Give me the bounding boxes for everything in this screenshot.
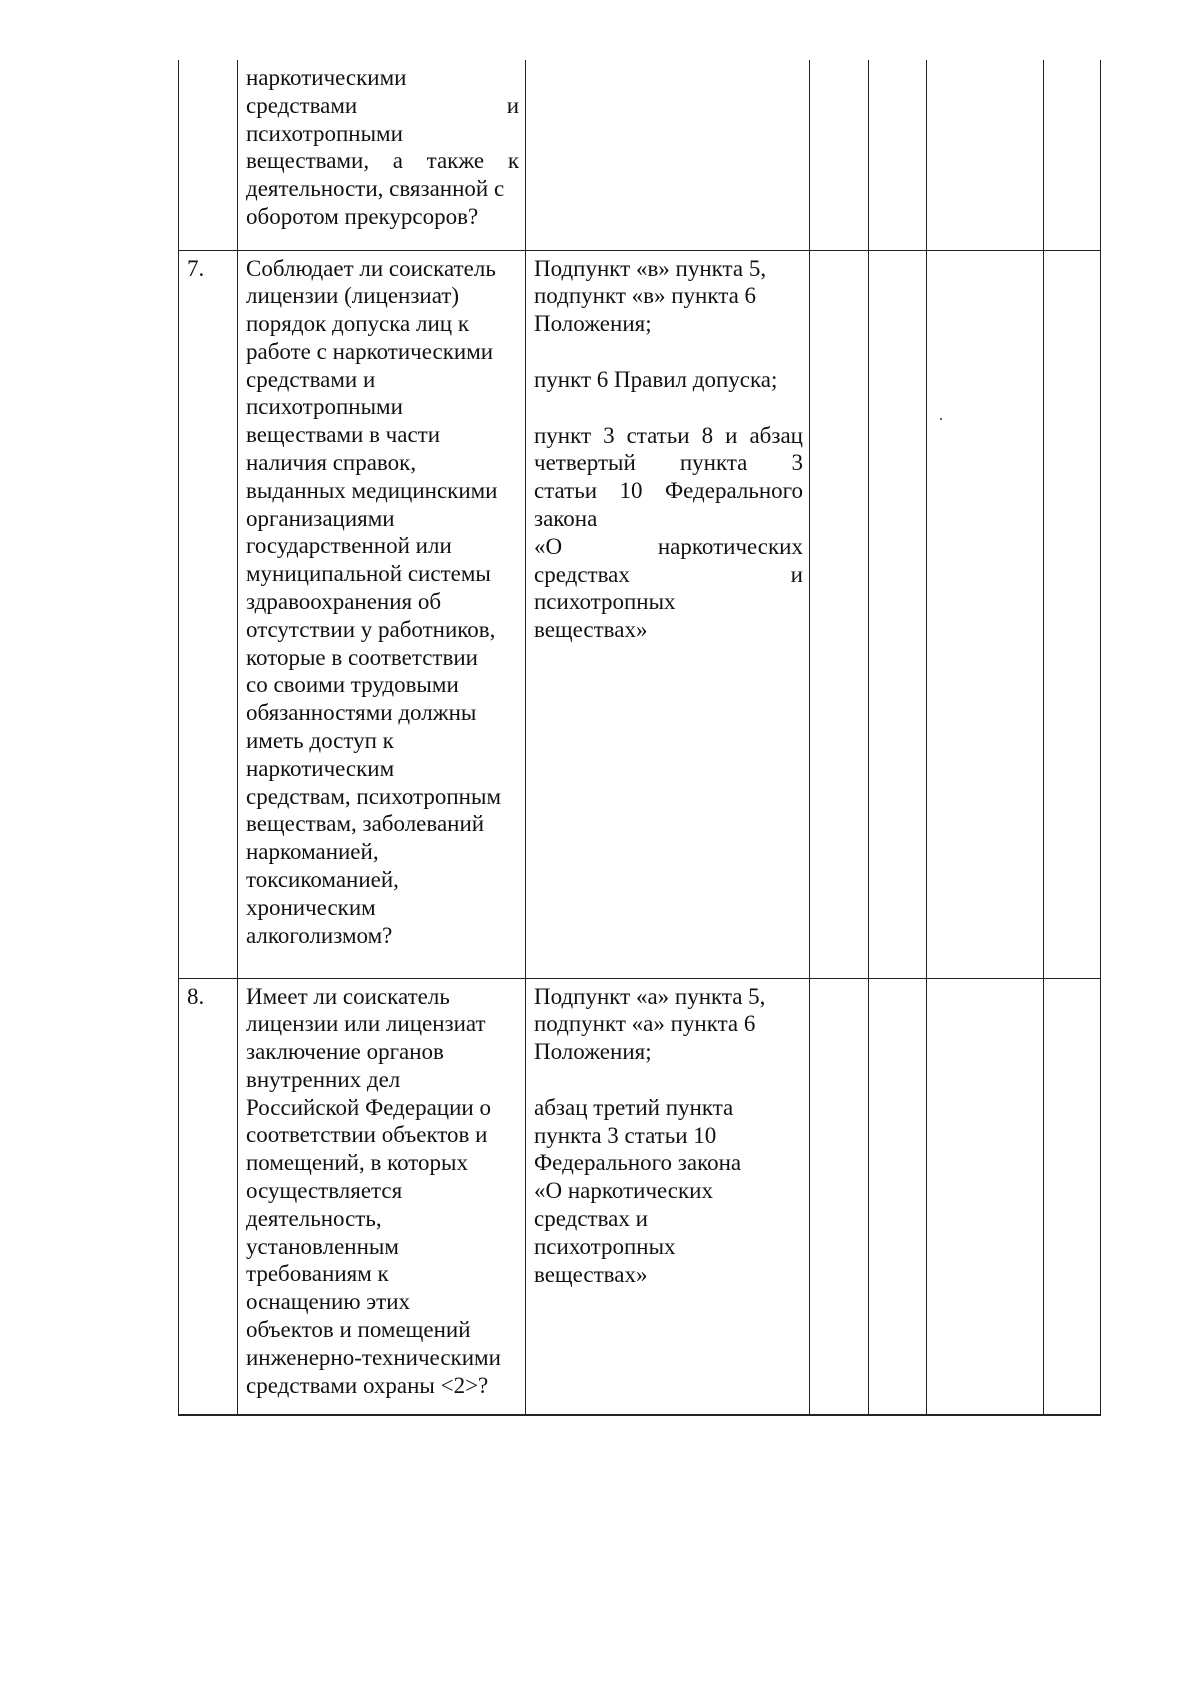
reference-line: подпункт «в» пункта 6 (534, 283, 757, 309)
question-cell (238, 250, 526, 978)
table-row-8 (179, 978, 1101, 1415)
reference-line: Подпункт «а» пункта 5, (534, 983, 766, 1009)
question-line: хроническим (246, 894, 376, 920)
question-line: деятельность, (246, 1205, 382, 1231)
reference-line: веществах» (534, 617, 648, 643)
question-line: государственной или (246, 533, 452, 559)
reference-line: пункт 6 Правил допуска; (534, 366, 778, 392)
paragraph-gap (534, 338, 803, 366)
reference-line: Федерального закона (534, 1150, 742, 1176)
checklist-table (178, 60, 1101, 1416)
reference-line: Подпункт «в» пункта 5, (534, 255, 767, 281)
question-line: иметь доступ к (246, 728, 394, 754)
answer-cell-na (927, 250, 1044, 978)
table-row-7 (179, 250, 1101, 978)
question-line: средствами охраны <2>? (246, 1372, 489, 1398)
notes-cell (1044, 250, 1101, 978)
question-line: работе с наркотическими (246, 338, 494, 364)
question-line: требованиям к (246, 1261, 389, 1287)
question-line: заключение органов (246, 1039, 444, 1065)
paragraph-gap (534, 1066, 803, 1094)
reference-line: закона (534, 506, 598, 532)
question-line: отсутствии у работников, (246, 616, 496, 642)
reference-line: «О наркотических (534, 1178, 713, 1204)
answer-cell-na (927, 978, 1044, 1415)
reference-line: статьи 10 Федерального (534, 478, 803, 504)
question-line: порядок допуска лиц к (246, 311, 470, 337)
question-line: средствам, психотропным (246, 783, 501, 809)
row-number-cell (179, 978, 238, 1415)
reference-line: средствах и (534, 1206, 648, 1232)
question-line: наркоманией, (246, 839, 379, 865)
question-line: наличия справок, (246, 450, 417, 476)
scan-speck (940, 418, 942, 420)
question-line: здравоохранения об (246, 589, 442, 615)
question-line: веществами в части (246, 422, 441, 448)
question-line: средствами и (246, 92, 519, 118)
question-line: средствами и (246, 366, 376, 392)
row-number-cell (179, 250, 238, 978)
reference-line: психотропных (534, 589, 676, 615)
reference-line: Положения; (534, 311, 652, 337)
row-number: 7. (187, 255, 205, 281)
reference-line: психотропных (534, 1233, 676, 1259)
question-line: обязанностями должны (246, 700, 477, 726)
reference-line: веществах» (534, 1261, 648, 1287)
table-row-continuation (179, 60, 1101, 250)
question-line: внутренних дел (246, 1066, 401, 1092)
reference-cell (526, 978, 810, 1415)
question-line: наркотическим (246, 755, 395, 781)
question-line: психотропными (246, 394, 403, 420)
question-line: оснащению этих (246, 1289, 410, 1315)
reference-line: пункта 3 статьи 10 (534, 1122, 717, 1148)
reference-line: пункт 3 статьи 8 и абзац (534, 422, 803, 448)
reference-line: средствах и (534, 561, 803, 587)
question-line: деятельности, связанной с (246, 176, 505, 202)
answer-cell-na (927, 60, 1044, 250)
question-line: Российской Федерации о (246, 1094, 491, 1120)
question-line: оборотом прекурсоров? (246, 203, 479, 229)
reference-line: четвертый пункта 3 (534, 450, 803, 476)
reference-line: абзац третий пункта (534, 1094, 734, 1120)
notes-cell (1044, 60, 1101, 250)
answer-cell-no (869, 250, 927, 978)
question-line: психотропными (246, 120, 403, 146)
question-line: объектов и помещений (246, 1317, 471, 1343)
row-number: 8. (187, 983, 205, 1009)
notes-cell (1044, 978, 1101, 1415)
question-line: которые в соответствии (246, 644, 478, 670)
reference-line: подпункт «а» пункта 6 (534, 1011, 756, 1037)
question-line: веществам, заболеваний (246, 811, 485, 837)
reference-line: Положения; (534, 1039, 652, 1065)
question-line: со своими трудовыми (246, 672, 459, 698)
question-line: муниципальной системы (246, 561, 491, 587)
answer-cell-no (869, 60, 927, 250)
row-number-cell (179, 60, 238, 250)
question-line: инженерно-техническими (246, 1344, 501, 1370)
question-line: выданных медицинскими (246, 477, 498, 503)
answer-cell-no (869, 978, 927, 1415)
question-line: токсикоманией, (246, 867, 399, 893)
question-line: Соблюдает ли соискатель (246, 255, 496, 281)
question-line: Имеет ли соискатель (246, 983, 450, 1009)
paragraph-gap (534, 394, 803, 422)
question-line: лицензии или лицензиат (246, 1011, 486, 1037)
question-line: установленным (246, 1233, 399, 1259)
reference-cell (526, 250, 810, 978)
question-line: веществами, а также к (246, 148, 519, 174)
question-line: осуществляется (246, 1178, 403, 1204)
question-line: наркотическими (246, 65, 407, 90)
question-line: лицензии (лицензиат) (246, 283, 460, 309)
question-line: помещений, в которых (246, 1150, 468, 1176)
answer-cell-yes (810, 250, 869, 978)
question-cell (238, 60, 526, 250)
question-line: организациями (246, 505, 395, 531)
question-line: алкоголизмом? (246, 922, 393, 948)
question-line: соответствии объектов и (246, 1122, 488, 1148)
reference-line: «О наркотических (534, 533, 803, 559)
answer-cell-yes (810, 978, 869, 1415)
question-cell (238, 978, 526, 1415)
reference-cell (526, 60, 810, 250)
answer-cell-yes (810, 60, 869, 250)
